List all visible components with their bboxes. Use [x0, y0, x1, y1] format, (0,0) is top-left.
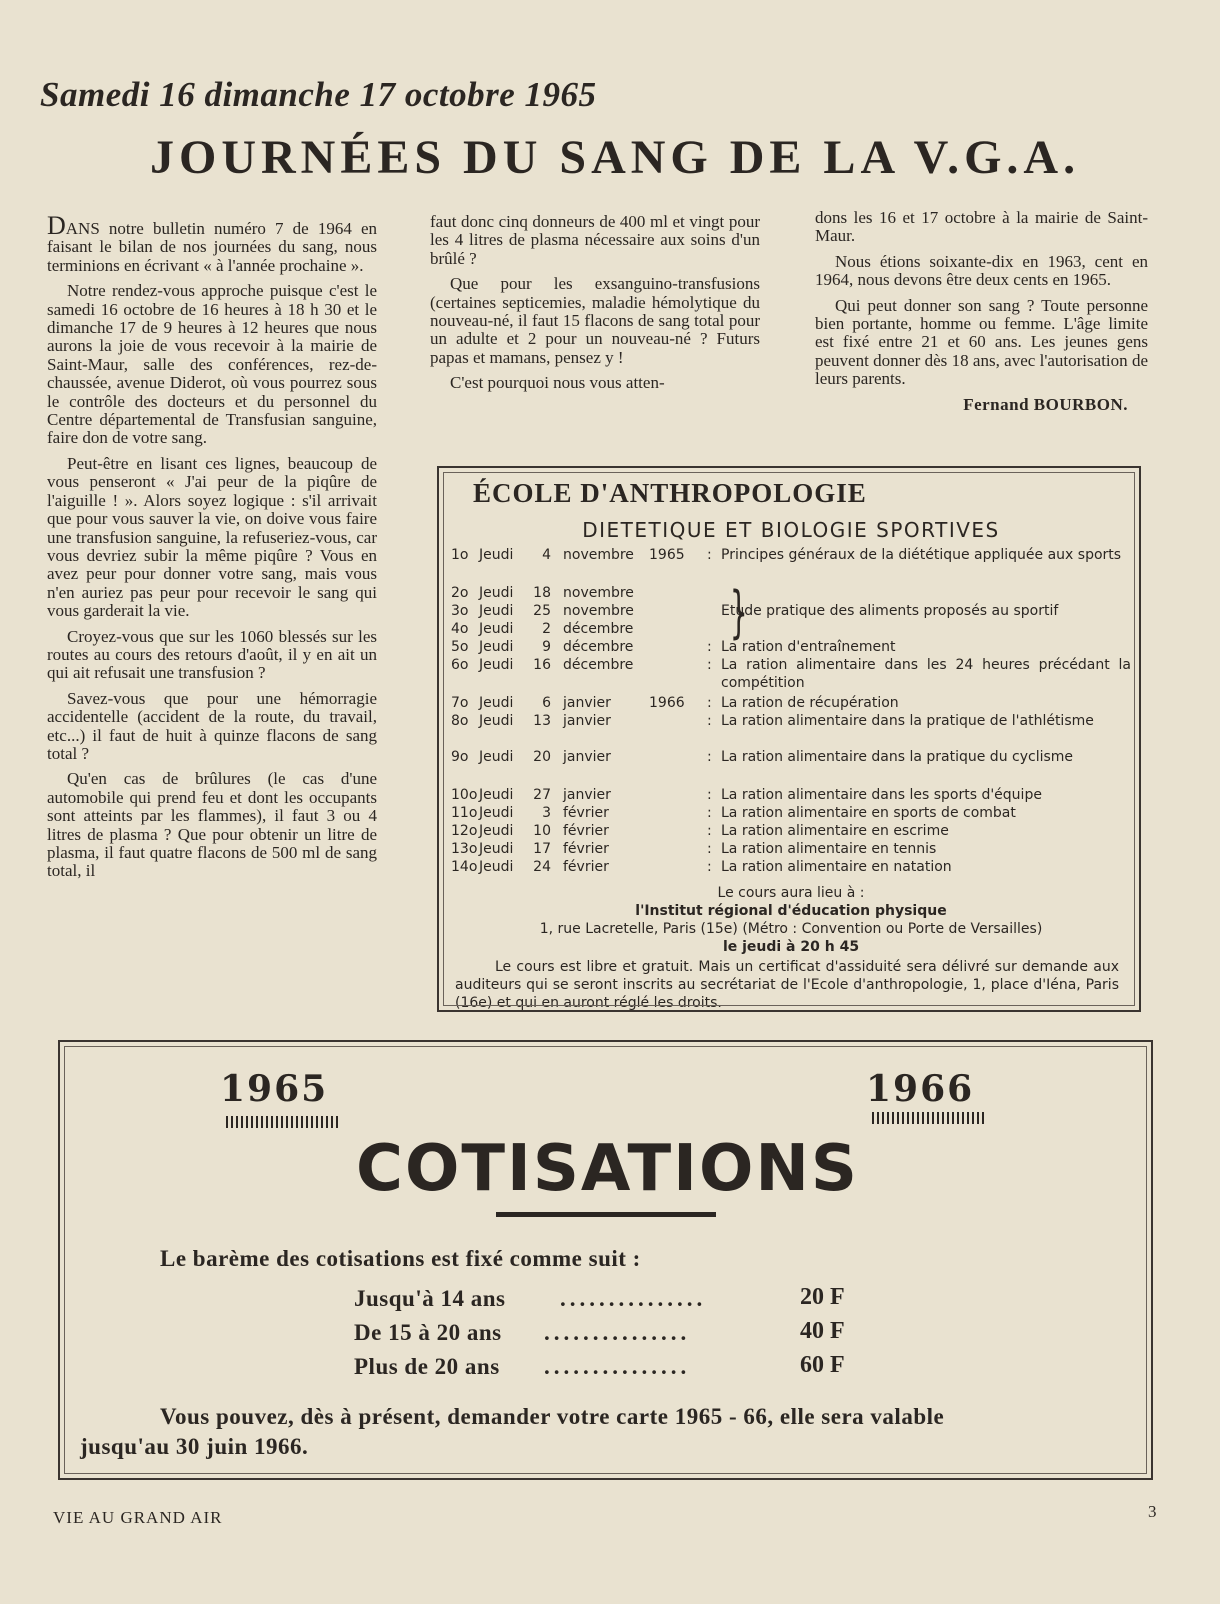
- year-right: 1966: [866, 1068, 975, 1110]
- paragraph: [47, 211, 377, 275]
- schedule-separator: :: [707, 749, 712, 765]
- rate-label: De 15 à 20 ans: [354, 1320, 502, 1345]
- schedule-month: janvier: [563, 713, 611, 729]
- article-column-2: [430, 213, 760, 400]
- schedule-subject: Principes généraux de la diététique appliquée aux sports: [721, 547, 1122, 563]
- schedule-day: 10: [533, 823, 551, 839]
- schedule-weekday: Jeudi: [479, 713, 514, 729]
- schedule-day: 20: [533, 749, 551, 765]
- lieu-intro: Le cours aura lieu à :: [717, 885, 865, 901]
- schedule-row: [451, 748, 1141, 766]
- schedule-separator: :: [707, 639, 712, 655]
- schedule-year: 1965: [649, 547, 685, 563]
- rate-value: 60 F: [800, 1352, 845, 1378]
- institut-address: 1, rue Lacretelle, Paris (15e) (Métro : Convention ou Porte de Versailles): [539, 921, 1043, 937]
- schedule-row: [451, 786, 1141, 804]
- schedule-weekday: Jeudi: [479, 639, 514, 655]
- schedule-day: 6: [542, 695, 551, 711]
- schedule-day: 9: [542, 639, 551, 655]
- schedule-row: [451, 712, 1141, 730]
- article-title: JOURNÉES DU SANG DE LA V.G.A.: [150, 131, 1081, 184]
- schedule-number: 5o: [451, 639, 469, 655]
- schedule-weekday: Jeudi: [479, 805, 514, 821]
- paragraph: Notre rendez-vous approche puisque c'est le samedi 16 octobre de 16 heures à 18 h 30 et le dimanche 17 de 9 heures à 12 heures que nous aurons la joie de vous recevoir à la mairie de Saint-Maur, salle des conférences, rez-de-chaussée, avenue Diderot, où vous pourrez sous le contrôle des docteurs et du personnel du Centre départemental de Transfusian sanguine, faire don de votre sang.: [47, 281, 377, 448]
- schedule-subject: Etude pratique des aliments proposés au sportif: [721, 603, 1059, 619]
- schedule-year: 1966: [649, 695, 685, 711]
- ecole-anthropologie-box: [437, 466, 1141, 1012]
- schedule-month: janvier: [563, 749, 611, 765]
- schedule-row: [451, 638, 1141, 656]
- schedule-month: novembre: [563, 603, 634, 619]
- schedule-day: 4: [542, 547, 551, 563]
- schedule-subject: La ration alimentaire en tennis: [721, 841, 937, 857]
- schedule-month: janvier: [563, 787, 611, 803]
- schedule-subject: La ration alimentaire dans les sports d'équipe: [721, 787, 1042, 803]
- article-date-heading: Samedi 16 dimanche 17 octobre 1965: [40, 75, 597, 114]
- author-signature: Fernand BOURBON.: [963, 394, 1128, 414]
- schedule-row: [451, 804, 1141, 822]
- schedule-row: [451, 602, 1141, 620]
- course-time: le jeudi à 20 h 45: [722, 939, 860, 955]
- schedule-number: 8o: [451, 713, 469, 729]
- paragraph: faut donc cinq donneurs de 400 ml et vingt pour les 4 litres de plasma nécessaire aux soins d'un brûlé ?: [430, 212, 760, 268]
- schedule-day: 17: [533, 841, 551, 857]
- schedule-number: 14o: [451, 859, 478, 875]
- article-column-1: [47, 211, 377, 888]
- schedule-weekday: Jeudi: [479, 621, 514, 637]
- schedule-number: 9o: [451, 749, 469, 765]
- page-number: 3: [1148, 1502, 1157, 1521]
- schedule-weekday: Jeudi: [479, 585, 514, 601]
- schedule-number: 12o: [451, 823, 478, 839]
- schedule-separator: :: [707, 859, 712, 875]
- paragraph: Nous étions soixante-dix en 1963, cent en 1964, nous devons être deux cents en 1965.: [815, 251, 1148, 290]
- schedule-number: 6o: [451, 657, 469, 673]
- schedule-month: janvier: [563, 695, 611, 711]
- schedule-subject: La ration alimentaire dans la pratique de l'athlétisme: [721, 713, 1094, 729]
- schedule-separator: :: [707, 657, 712, 673]
- brace-symbol: }: [729, 580, 748, 645]
- paragraph: Qui peut donner son sang ? Toute personne bien portante, homme ou femme. L'âge limite est fixé entre 21 et 60 ans. Les jeunes gens peuvent donner dès 18 ans, avec l'autorisation de leurs parents.: [815, 295, 1148, 389]
- schedule-month: novembre: [563, 547, 634, 563]
- schedule-day: 2: [542, 621, 551, 637]
- schedule-separator: :: [707, 823, 712, 839]
- paragraph: Savez-vous que pour une hémorragie accidentelle (accident de la route, du travail, etc...) il faut de huit à quinze flacons de sang total ?: [47, 688, 377, 763]
- rate-value: 20 F: [800, 1284, 845, 1310]
- institut-name: l'Institut régional d'éducation physique: [635, 903, 947, 919]
- year-right-bar: [872, 1112, 986, 1124]
- schedule-subject: La ration alimentaire dans les 24 heures précédant la compétition: [721, 657, 1131, 691]
- paragraph: Croyez-vous que sur les 1060 blessés sur les routes au cours des retours d'août, il y en ait un qui ait refusait une transfusion ?: [47, 626, 377, 683]
- schedule-month: décembre: [563, 621, 634, 637]
- course-note: Le cours est libre et gratuit. Mais un certificat d'assiduité sera délivré sur demande aux auditeurs qui se seront inscrits au secrétariat de l'Ecole d'anthropologie, 1, place d'Iéna, Paris (16e) et qui en auront réglé les droits.: [455, 959, 1119, 1011]
- schedule-month: février: [563, 805, 609, 821]
- schedule-day: 27: [533, 787, 551, 803]
- schedule-row: [451, 620, 1141, 638]
- schedule-separator: :: [707, 841, 712, 857]
- cotisations-notice-line-1: Vous pouvez, dès à présent, demander votre carte 1965 - 66, elle sera valable: [160, 1404, 945, 1429]
- schedule-row: [451, 584, 1141, 602]
- rate-dots: ...............: [560, 1286, 707, 1311]
- schedule-subject: La ration d'entraînement: [721, 639, 896, 655]
- schedule-month: février: [563, 859, 609, 875]
- title-underline: [496, 1212, 716, 1217]
- rate-label: Jusqu'à 14 ans: [354, 1286, 506, 1311]
- schedule-subject: La ration alimentaire dans la pratique du cyclisme: [721, 749, 1074, 765]
- paragraph: C'est pourquoi nous vous atten-: [450, 373, 665, 393]
- rate-value: 40 F: [800, 1318, 845, 1344]
- schedule-month: décembre: [563, 639, 634, 655]
- schedule-day: 3: [542, 805, 551, 821]
- year-left-bar: [226, 1116, 340, 1128]
- schedule-weekday: Jeudi: [479, 841, 514, 857]
- schedule-weekday: Jeudi: [479, 603, 514, 619]
- schedule-separator: :: [707, 805, 712, 821]
- schedule-separator: :: [707, 547, 712, 563]
- schedule-day: 24: [533, 859, 551, 875]
- schedule-month: février: [563, 823, 609, 839]
- cotisations-notice-line-2: jusqu'au 30 juin 1966.: [80, 1434, 309, 1459]
- schedule-number: 7o: [451, 695, 469, 711]
- ecole-title: ÉCOLE D'ANTHROPOLOGIE: [473, 478, 867, 508]
- cotisations-box: [58, 1040, 1153, 1480]
- rate-label: Plus de 20 ans: [354, 1354, 500, 1379]
- schedule-weekday: Jeudi: [479, 787, 514, 803]
- schedule-month: décembre: [563, 657, 634, 673]
- schedule-number: 13o: [451, 841, 478, 857]
- schedule-number: 1o: [451, 547, 469, 563]
- paragraph: dons les 16 et 17 octobre à la mairie de Saint-Maur.: [815, 208, 1148, 246]
- schedule-number: 10o: [451, 787, 478, 803]
- schedule-row: [451, 840, 1141, 858]
- schedule-weekday: Jeudi: [479, 823, 514, 839]
- schedule-weekday: Jeudi: [479, 749, 514, 765]
- schedule-separator: :: [707, 787, 712, 803]
- paragraph: Peut-être en lisant ces lignes, beaucoup de vous penseront « J'ai peur de la piqûre de l'aiguille ! ». Alors soyez logique : s'il arrivait que pour vous sauver la vie, on doive vous faire une transfusion sanguine, la refuseriez-vous, car vous devriez subir la même piqûre ? Vous en avez peur pour donner votre sang, mais vous n'en auriez pas peur pour recevoir le sang qui vous garderait la vie.: [47, 453, 377, 621]
- schedule-subject: La ration de récupération: [721, 695, 899, 711]
- cotisations-intro: Le barème des cotisations est fixé comme suit :: [160, 1246, 641, 1271]
- schedule-month: février: [563, 841, 609, 857]
- article-column-3: [815, 209, 1148, 414]
- schedule-day: 25: [533, 603, 551, 619]
- schedule-separator: :: [707, 713, 712, 729]
- schedule-number: 3o: [451, 603, 469, 619]
- schedule-number: 2o: [451, 585, 469, 601]
- schedule-row: [451, 656, 1141, 691]
- schedule-weekday: Jeudi: [479, 547, 514, 563]
- schedule-weekday: Jeudi: [479, 657, 514, 673]
- ecole-subtitle: DIETETIQUE ET BIOLOGIE SPORTIVES: [582, 518, 1000, 542]
- schedule-row: [451, 858, 1141, 876]
- schedule-day: 18: [533, 585, 551, 601]
- rate-dots: ...............: [544, 1354, 691, 1379]
- schedule-month: novembre: [563, 585, 634, 601]
- year-left: 1965: [220, 1068, 329, 1110]
- schedule-weekday: Jeudi: [479, 859, 514, 875]
- rate-dots: ...............: [544, 1320, 691, 1345]
- publication-name: VIE AU GRAND AIR: [53, 1508, 223, 1527]
- paragraph: Qu'en cas de brûlures (le cas d'une automobile qui prend feu et dont les occupants sont atteints par les flammes), il faut 3 ou 4 litres de plasma ? Que pour obtenir un litre de plasma, il faut quatre flacons de 500 ml de sang total, il: [47, 769, 377, 881]
- schedule-day: 13: [533, 713, 551, 729]
- schedule-weekday: Jeudi: [479, 695, 514, 711]
- schedule-number: 11o: [451, 805, 478, 821]
- paragraph-text: ANS notre bulletin numéro 7 de 1964 en faisant le bilan de nos journées du sang, nous terminions en écrivant « à l'année prochaine ».: [47, 219, 377, 275]
- schedule-separator: :: [707, 695, 712, 711]
- drop-cap: D: [47, 211, 66, 240]
- schedule-row: [451, 822, 1141, 840]
- schedule-subject: La ration alimentaire en sports de combat: [721, 805, 1016, 821]
- schedule-row: [451, 546, 1141, 564]
- schedule-number: 4o: [451, 621, 469, 637]
- schedule-subject: La ration alimentaire en escrime: [721, 823, 949, 839]
- schedule-row: [451, 694, 1141, 712]
- paragraph: Que pour les exsanguino-transfusions (certaines septicemies, maladie hémolytique du nouveau-né, il faut 15 flacons de sang total pour un adulte et 2 pour un nouveau-né ? Futurs papas et mamans, pensez y !: [430, 274, 760, 367]
- schedule-subject: La ration alimentaire en natation: [721, 859, 952, 875]
- schedule-day: 16: [533, 657, 551, 673]
- cotisations-title: COTISATIONS: [355, 1132, 860, 1206]
